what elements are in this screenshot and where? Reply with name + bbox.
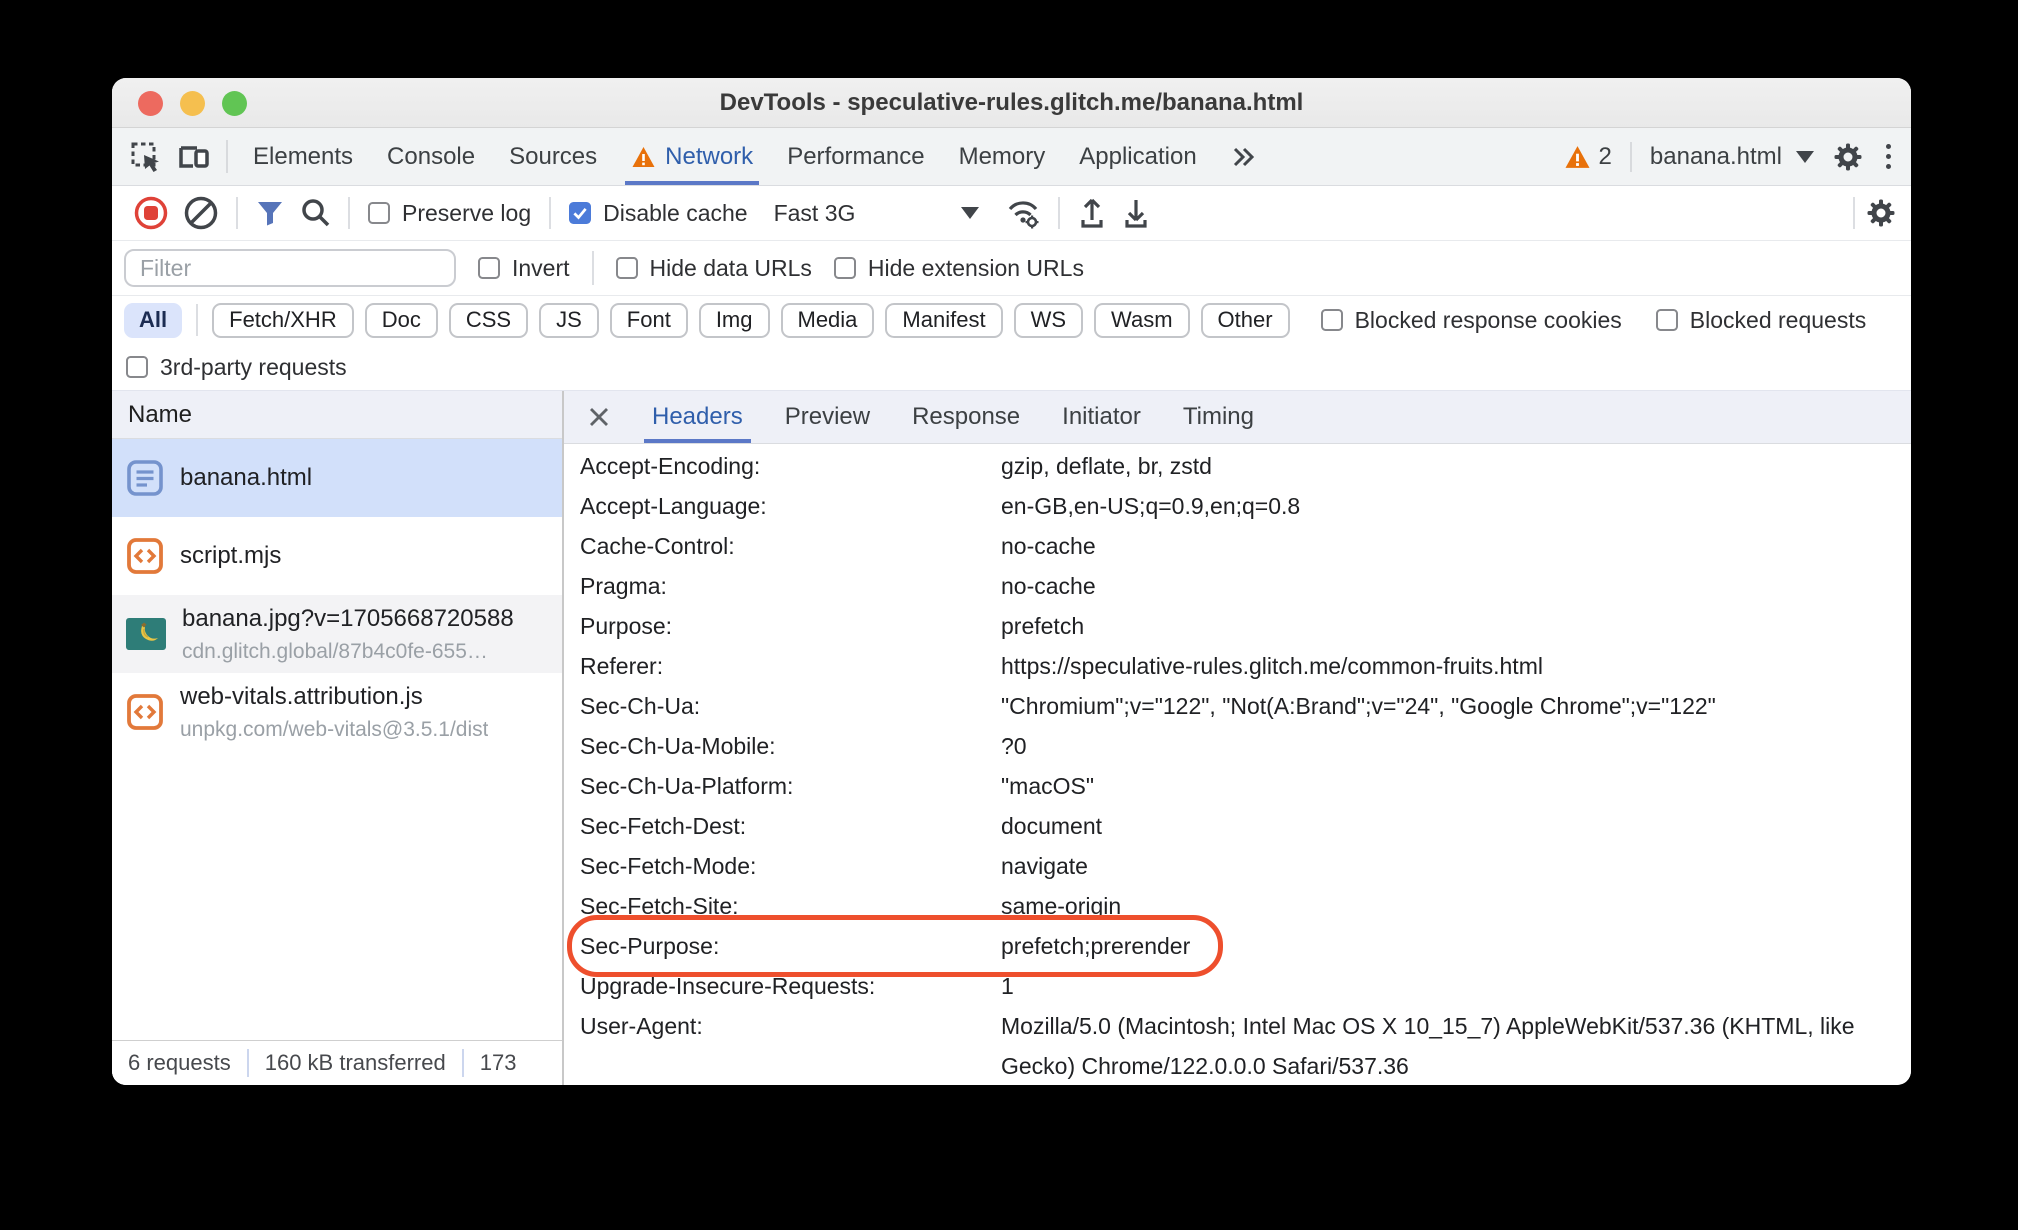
header-value: no-cache (1001, 533, 1096, 559)
request-headers-list (564, 444, 1911, 1085)
header-row-purpose (564, 606, 1911, 646)
blocked-cookies-control[interactable] (1321, 307, 1622, 334)
hide-extension-urls-checkbox[interactable] (834, 257, 856, 279)
header-row-sec-fetch-dest (564, 806, 1911, 846)
kebab-menu-icon[interactable] (1882, 140, 1895, 173)
request-text (182, 605, 514, 664)
chevron-down-icon (961, 207, 979, 219)
tab-sources[interactable] (509, 128, 597, 185)
tab-label: Application (1079, 142, 1197, 170)
header-value: 1 (1001, 973, 1014, 999)
header-row-accept-encoding (564, 446, 1911, 486)
header-value: "Chromium";v="122", "Not(A:Brand";v="24", "Google Chrome";v="122" (1001, 693, 1716, 719)
throttling-value: Fast 3G (773, 199, 856, 226)
minimize-window-button[interactable] (180, 91, 205, 116)
filter-chip-fetch-xhr[interactable]: Fetch/XHR (212, 303, 354, 338)
header-name: Sec-Ch-Ua-Platform: (580, 773, 794, 799)
header-name: Pragma: (580, 573, 667, 599)
status-bar (112, 1040, 562, 1085)
filter-chip-doc[interactable]: Doc (365, 303, 438, 338)
devtools-tabbar (112, 128, 1911, 186)
header-name: Cache-Control: (580, 533, 735, 559)
request-list (112, 439, 562, 1040)
header-name: Referer: (580, 653, 664, 679)
resources-size: 173 (479, 1050, 517, 1075)
header-value: no-cache (1001, 573, 1096, 599)
header-row-sec-ch-ua (564, 686, 1911, 726)
network-toolbar (112, 186, 1911, 241)
script-file-icon (126, 537, 164, 575)
hide-extension-urls-control[interactable] (834, 255, 1084, 282)
header-row-sec-ch-ua-mobile (564, 726, 1911, 766)
request-text (180, 683, 488, 742)
detail-tab-initiator[interactable]: Initiator (1062, 403, 1141, 430)
tab-console[interactable] (387, 128, 475, 185)
blocked-cookies-checkbox[interactable] (1321, 309, 1343, 331)
header-value: en-GB,en-US;q=0.9,en;q=0.8 (1001, 493, 1301, 519)
header-row-upgrade-insecure-requests (564, 966, 1911, 1006)
divider (549, 197, 551, 229)
tab-application[interactable] (1079, 128, 1196, 185)
divider (236, 197, 238, 229)
blocked-requests-checkbox[interactable] (1656, 309, 1678, 331)
divider (348, 197, 350, 229)
hide-data-urls-checkbox[interactable] (616, 257, 638, 279)
detail-tab-response[interactable]: Response (912, 403, 1021, 430)
titlebar (112, 78, 1911, 128)
filter-input[interactable] (124, 249, 456, 287)
header-name: Upgrade-Insecure-Requests: (580, 973, 876, 999)
header-name: Sec-Purpose: (580, 933, 720, 959)
header-name: Sec-Fetch-Site: (580, 893, 739, 919)
tab-memory[interactable] (959, 128, 1046, 185)
record-stop-icon[interactable] (133, 195, 169, 231)
chevron-down-icon (1796, 151, 1814, 163)
header-value: gzip, deflate, br, zstd (1001, 453, 1212, 479)
script-file-icon (126, 693, 164, 731)
filter-row (112, 241, 1911, 296)
preserve-log-control[interactable] (368, 200, 531, 227)
filter-chip-font[interactable]: Font (610, 303, 688, 338)
requests-count: 6 requests (128, 1050, 231, 1075)
header-row-cache-control (564, 526, 1911, 566)
filter-chip-other[interactable]: Other (1201, 303, 1290, 338)
zoom-window-button[interactable] (222, 91, 247, 116)
network-content (112, 390, 1911, 1085)
search-icon[interactable] (299, 197, 331, 229)
context-selector-label: banana.html (1649, 142, 1782, 170)
throttling-select[interactable] (774, 200, 979, 227)
close-window-button[interactable] (138, 91, 163, 116)
request-subtext: unpkg.com/web-vitals@3.5.1/dist (180, 717, 489, 741)
tab-performance[interactable] (787, 128, 924, 185)
third-party-checkbox[interactable] (126, 356, 148, 378)
filter-chip-media[interactable]: Media (781, 303, 875, 338)
disable-cache-label: Disable cache (603, 199, 748, 226)
header-name: User-Agent: (580, 1013, 703, 1039)
request-row-banana-html[interactable] (112, 439, 562, 517)
tab-elements[interactable] (253, 128, 353, 185)
header-name: Sec-Fetch-Mode: (580, 853, 757, 879)
header-value: same-origin (1001, 893, 1122, 919)
network-conditions-icon[interactable] (1005, 197, 1041, 229)
divider (1630, 142, 1632, 172)
invert-label: Invert (512, 254, 570, 281)
header-name: Sec-Ch-Ua: (580, 693, 701, 719)
tab-network[interactable] (631, 128, 753, 185)
network-settings-gear-icon[interactable] (1865, 197, 1897, 229)
image-thumbnail (126, 618, 166, 650)
request-text (180, 464, 312, 492)
blocked-requests-label: Blocked requests (1689, 306, 1867, 333)
settings-gear-icon[interactable] (1832, 141, 1864, 173)
divider (592, 251, 594, 285)
third-party-control[interactable] (126, 354, 347, 381)
filter-chip-img[interactable]: Img (699, 303, 770, 338)
document-file-icon (126, 459, 164, 497)
filter-chip-css[interactable]: CSS (449, 303, 528, 338)
request-name: web-vitals.attribution.js (180, 682, 423, 710)
divider (1058, 197, 1060, 229)
header-value: "macOS" (1001, 773, 1095, 799)
filter-chip-manifest[interactable]: Manifest (885, 303, 1002, 338)
close-icon[interactable] (588, 391, 610, 443)
header-row-sec-purpose (564, 926, 1911, 966)
tab-label: Elements (253, 142, 354, 170)
filter-chip-js[interactable]: JS (539, 303, 599, 338)
hide-data-urls-control[interactable] (616, 255, 812, 282)
tab-label: Console (387, 142, 476, 170)
header-value: document (1001, 813, 1103, 839)
detail-tab-headers[interactable]: Headers (652, 391, 743, 443)
divider (226, 140, 228, 173)
third-party-row (112, 344, 1911, 390)
window-title: DevTools - speculative-rules.glitch.me/banana.html (719, 88, 1304, 116)
header-value: prefetch;prerender (1001, 933, 1191, 959)
request-name: banana.html (180, 464, 313, 491)
request-name: script.mjs (180, 542, 282, 569)
panel-tabs (236, 128, 1274, 185)
detail-tab-timing[interactable]: Timing (1182, 403, 1254, 430)
tab-label: Performance (787, 142, 925, 170)
warning-icon (631, 146, 656, 168)
invert-control[interactable] (478, 255, 570, 282)
disable-cache-checkbox[interactable] (569, 202, 591, 224)
more-tabs-button[interactable] (1231, 128, 1257, 185)
blocked-requests-control[interactable] (1656, 307, 1866, 334)
clear-icon[interactable] (183, 195, 219, 231)
request-subtext: cdn.glitch.global/87b4c0fe-655… (182, 639, 488, 663)
tab-label: Memory (958, 142, 1046, 170)
request-text (180, 542, 281, 570)
detail-tab-preview[interactable]: Preview (784, 403, 871, 430)
export-har-icon[interactable] (1121, 196, 1151, 230)
request-type-filters (112, 296, 1911, 344)
filter-chip-ws[interactable]: WS (1014, 303, 1083, 338)
request-name: banana.jpg?v=1705668720588 (182, 604, 514, 632)
traffic-lights (138, 91, 247, 116)
transferred-size: 160 kB transferred (264, 1050, 446, 1075)
request-row-banana-jpg[interactable] (112, 595, 562, 673)
requests-panel (112, 391, 564, 1085)
request-row-web-vitals-attribution-js[interactable] (112, 673, 562, 751)
tab-label: Network (665, 142, 754, 170)
header-value: ?0 (1001, 733, 1027, 759)
preserve-log-label: Preserve log (402, 199, 532, 226)
details-panel (564, 391, 1911, 1085)
header-row-user-agent (564, 1006, 1911, 1085)
request-row-script-mjs[interactable] (112, 517, 562, 595)
header-name: Accept-Encoding: (580, 453, 761, 479)
issues-count: 2 (1598, 142, 1612, 170)
divider (1853, 197, 1855, 229)
header-value: https://speculative-rules.glitch.me/common-fruits.html (1001, 653, 1543, 679)
blocked-cookies-label: Blocked response cookies (1354, 306, 1622, 333)
header-name: Purpose: (580, 613, 673, 639)
name-column-header[interactable] (112, 391, 562, 439)
details-tabbar (564, 391, 1911, 444)
hide-extension-urls-label: Hide extension URLs (867, 254, 1084, 281)
device-toolbar-icon[interactable] (170, 128, 218, 185)
header-name: Sec-Fetch-Dest: (580, 813, 747, 839)
devtools-window (112, 78, 1911, 1085)
divider (196, 304, 198, 336)
header-row-accept-language (564, 486, 1911, 526)
filter-chip-all[interactable]: All (124, 303, 182, 338)
header-value: navigate (1001, 853, 1088, 879)
header-value: Mozilla/5.0 (Macintosh; Intel Mac OS X 10_15_7) AppleWebKit/537.36 (KHTML, like Gecko) Chrome/122.0.0.0 Safari/537.36 (1001, 1013, 1855, 1079)
third-party-label: 3rd-party requests (160, 353, 347, 380)
context-selector[interactable] (1650, 143, 1814, 171)
header-name: Accept-Language: (580, 493, 767, 519)
issues-badge[interactable] (1564, 143, 1612, 171)
disable-cache-control[interactable] (569, 200, 747, 227)
name-column-label: Name (128, 400, 193, 428)
tab-label: Sources (509, 142, 598, 170)
tabbar-right (1564, 128, 1895, 185)
header-row-sec-fetch-mode (564, 846, 1911, 886)
header-row-referer (564, 646, 1911, 686)
header-name: Sec-Ch-Ua-Mobile: (580, 733, 776, 759)
header-row-pragma (564, 566, 1911, 606)
preserve-log-checkbox[interactable] (368, 202, 390, 224)
import-har-icon[interactable] (1077, 196, 1107, 230)
inspect-element-icon[interactable] (122, 128, 170, 185)
invert-checkbox[interactable] (478, 257, 500, 279)
hide-data-urls-label: Hide data URLs (649, 254, 812, 281)
filter-chip-wasm[interactable]: Wasm (1094, 303, 1190, 338)
header-row-sec-fetch-site (564, 886, 1911, 926)
funnel-filter-icon[interactable] (255, 198, 285, 228)
header-row-sec-ch-ua-platform (564, 766, 1911, 806)
header-value: prefetch (1001, 613, 1085, 639)
